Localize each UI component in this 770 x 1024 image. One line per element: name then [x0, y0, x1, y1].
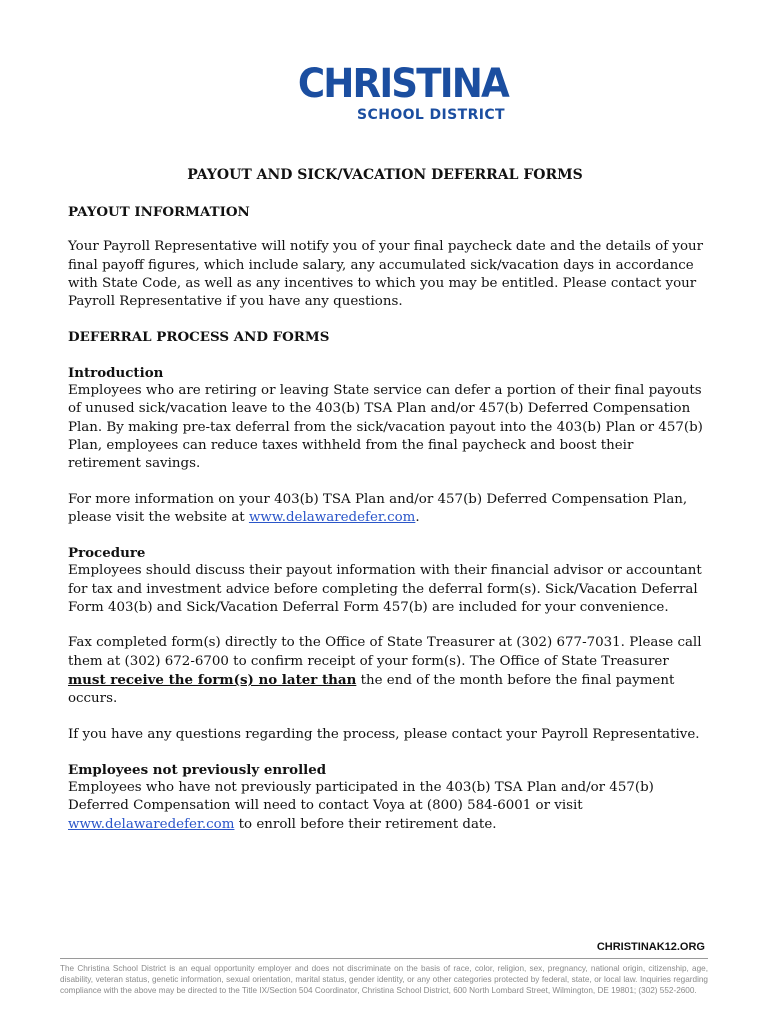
procedure-body: Employees should discuss their payout information with their financial advisor or accountant for tax and investment advice before completing the deferral form(s). Sick/Vacation Deferral Form 403(b) and Sick/Vacation Deferral Form 457(b) are included for your convenience. [68, 563, 702, 616]
introduction-heading: Introduction [68, 364, 164, 381]
not-enrolled-heading: Employees not previously enrolled [68, 761, 327, 778]
more-info-text: For more information on your 403(b) TSA Plan and/or 457(b) Deferred Compensation Plan, please visit the website at [68, 491, 688, 525]
not-enrolled-text-end: to enroll before their retirement date. [234, 816, 497, 832]
deferral-heading: DEFERRAL PROCESS AND FORMS [68, 329, 330, 346]
more-info-end: . [415, 509, 420, 525]
questions-paragraph: If you have any questions regarding the process, please contact your Payroll Representative. [68, 726, 700, 742]
fax-paragraph [68, 634, 708, 708]
not-enrolled-text: Employees who have not previously participated in the 403(b) TSA Plan and/or 457(b) Deferred Compensation will need to contact Voya at (800) 584-6001 or visit [68, 780, 654, 814]
more-info-paragraph [68, 491, 708, 528]
payout-info-heading: PAYOUT INFORMATION [68, 204, 250, 220]
introduction-body: Employees who are retiring or leaving State service can defer a portion of their final payouts of unused sick/vacation leave to the 403(b) TSA Plan and/or 457(b) Deferred Compensation Plan. By making pre-tax deferral from the sick/vacation payout into the 403(b) Plan or 457(b) Plan, employees can reduce taxes withheld from the final paycheck and boost their retirement savings. [68, 383, 703, 472]
fax-text-end: the end of the month before the final payment occurs. [68, 672, 675, 707]
delawaredefer-link[interactable]: www.delawaredefer.com [248, 509, 416, 525]
logo-wordmark: CHRISTINA [297, 61, 508, 107]
footer-divider [60, 958, 708, 959]
footer-notice: The Christina School District is an equal opportunity employer and does not discriminate on the basis of race, color, religion, sex, pregnancy, national origin, citizenship, age, disability, veteran status, genetic information, sexual orientation, marital status, gender identity, or any other categories protected by federal, state, or local law. Inquiries regarding compliance with the above may be directed to the Title IX/Section 504 Coordinator, Christina School District, 600 North Lombard Street, Wilmington, DE 19801; (302) 552-2600. [60, 964, 708, 995]
logo-subtitle: SCHOOL DISTRICT [357, 107, 505, 123]
fax-text: Fax completed form(s) directly to the Office of State Treasurer at (302) 677-7031. Please call them at (302) 672-6700 to confirm receipt of your form(s). The Office of State Treasurer [68, 635, 702, 669]
payout-info-body: Your Payroll Representative will notify you of your final paycheck date and the details of your final payoff figures, which include salary, any accumulated sick/vacation days in accordance with State Code, as well as any incentives to which you may be entitled. Please contact your Payroll Representative if you have any questions. [68, 239, 704, 310]
delawaredefer-enroll-link[interactable]: www.delawaredefer.com [68, 816, 235, 832]
deadline-emphasis: must receive the form(s) no later than [68, 671, 357, 688]
district-logo [262, 61, 508, 126]
procedure-heading: Procedure [68, 545, 146, 562]
document-title: PAYOUT AND SICK/VACATION DEFERRAL FORMS [187, 167, 583, 183]
not-enrolled-body [68, 779, 708, 834]
footer-website: CHRISTINAK12.ORG [596, 941, 705, 953]
document-body [68, 203, 708, 834]
